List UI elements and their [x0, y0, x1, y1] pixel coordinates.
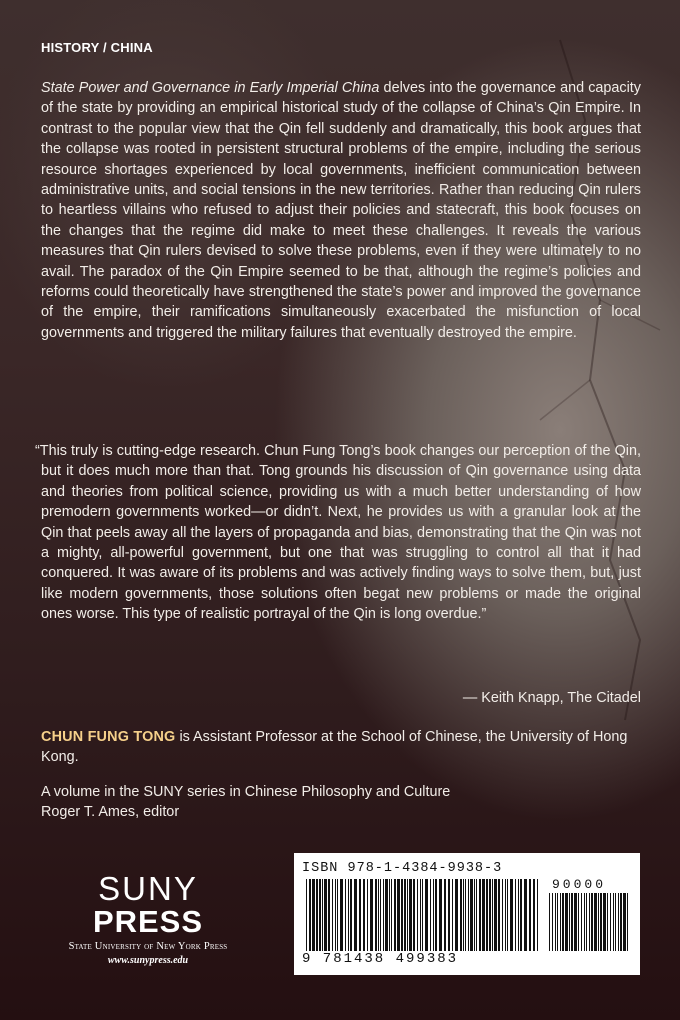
barcode-bar [463, 879, 464, 951]
publisher-logo [38, 872, 258, 966]
barcode-bar [591, 893, 593, 951]
barcode-bar [565, 893, 568, 951]
barcode-bar [383, 879, 384, 951]
barcode-digits: 9 781438 499383 [302, 951, 459, 967]
barcode-bar [574, 893, 577, 951]
barcode-bar [316, 879, 318, 951]
barcode-bar [520, 879, 522, 951]
barcode-bar [455, 879, 458, 951]
barcode-bar [420, 879, 421, 951]
barcode-bar [389, 879, 390, 951]
barcode-bar [439, 879, 442, 951]
barcode-bar [324, 879, 327, 951]
publisher-name-line-1: SUNY [98, 870, 198, 907]
barcode-bar [370, 879, 373, 951]
barcode-bar [350, 879, 352, 951]
barcode-bar [391, 879, 392, 951]
author-bio-text: is Assistant Professor at the School of Chinese, the University of Hong Kong. [41, 729, 628, 766]
barcode-bar [425, 879, 428, 951]
barcode-bar [359, 879, 361, 951]
publisher-url: www.sunypress.edu [107, 955, 189, 966]
barcode-bar [586, 893, 587, 951]
barcode-bar [422, 879, 423, 951]
barcode-bar [476, 879, 477, 951]
barcode-bar [470, 879, 473, 951]
barcode-bar [409, 879, 412, 951]
barcode-bar [607, 893, 608, 951]
barcode-bar [598, 893, 599, 951]
barcode-bar [385, 879, 388, 951]
barcode-bar [337, 879, 338, 951]
category-label: HISTORY / CHINA [41, 40, 153, 55]
barcode-bar [380, 879, 381, 951]
barcode-bar [417, 879, 418, 951]
publisher-name-line-2: PRESS [92, 904, 204, 939]
barcode-bar [468, 879, 469, 951]
barcode-bar [367, 879, 368, 951]
quote-attribution: — Keith Knapp, The Citadel [462, 690, 641, 706]
barcode-bar [569, 893, 570, 951]
barcode-bar [507, 879, 508, 951]
book-description [41, 78, 641, 343]
barcode-bar [615, 893, 616, 951]
barcode-bars [306, 879, 542, 951]
barcode-bar [618, 893, 619, 951]
barcode-bar [312, 879, 315, 951]
barcode-bar [345, 879, 346, 951]
barcode-bar [306, 879, 307, 951]
barcode-bar [571, 893, 573, 951]
barcode-bar [620, 893, 622, 951]
barcode-bar [610, 893, 611, 951]
barcode-bar [328, 879, 330, 951]
barcode-bar [452, 879, 453, 951]
barcode-bar [375, 879, 377, 951]
barcode-bar [578, 893, 579, 951]
barcode-bar [413, 879, 415, 951]
barcode-bar [444, 879, 446, 951]
series-line-2: Roger T. Ames, editor [41, 804, 180, 821]
barcode-bar [397, 879, 400, 951]
barcode-bar [515, 879, 516, 951]
barcode-bar [433, 879, 434, 951]
barcode-bar [549, 893, 550, 951]
barcode-bar [494, 879, 497, 951]
barcode-bar [498, 879, 500, 951]
barcode-bar [557, 893, 558, 951]
publisher-full-name: State University of New York Press [68, 941, 228, 952]
barcode-bar [335, 879, 336, 951]
barcode-bar [502, 879, 503, 951]
barcode-bar [319, 879, 321, 951]
barcode-bar [394, 879, 396, 951]
barcode-bar [378, 879, 379, 951]
barcode-bar [594, 893, 597, 951]
barcode-bar [627, 893, 628, 951]
barcode-bar [332, 879, 333, 951]
barcode-bar [482, 879, 485, 951]
barcode-bar [489, 879, 491, 951]
barcode-bar [613, 893, 614, 951]
author-name: CHUN FUNG TONG [41, 729, 176, 745]
barcode-bar [492, 879, 493, 951]
barcode-bar [486, 879, 488, 951]
barcode-bar [363, 879, 365, 951]
barcode-bar [600, 893, 602, 951]
description-body: delves into the governance and capacity of the state by providing an empirical historical study of the collapse of China’s Qin Empire. In contrast to the popular view that the Qin fell suddenly and dramatically, this book argues that the collapse was rooted in persistent structural problems of the empire, including the serious resource shortages experienced by local governments, inefficient communication between administrative units, and social tensions in the new territories. Rather than reducing Qin rulers to heartless villains who refused to adjust their policies and statecraft, this book focuses on the changes that the regime did make to meet these challenges. It reveals the various measures that Qin rulers devised to solve these problems, even if they were ultimately to no avail. The paradox of the Qin Empire seemed to be that, although the regime’s policies and reforms could theoretically have strengthened the state’s power and improved the governance of the empire, their ramifications simultaneously exacerbated the misfunction of local governments and triggered the military failures that eventually destroyed the empire. [41, 80, 641, 341]
barcode-bar [560, 893, 561, 951]
barcode-bar [474, 879, 475, 951]
barcode-bar [552, 893, 553, 951]
barcode-bar [460, 879, 462, 951]
barcode-bar [340, 879, 343, 951]
book-title: State Power and Governance in Early Imperial China [41, 80, 380, 96]
barcode-bar [505, 879, 506, 951]
barcode-bar [401, 879, 403, 951]
barcode-bar [404, 879, 406, 951]
series-line-1: A volume in the SUNY series in Chinese Philosophy and Culture [41, 784, 451, 800]
barcode-bar [479, 879, 481, 951]
barcode-bar [603, 893, 606, 951]
barcode-bar [555, 893, 556, 951]
barcode-bar [584, 893, 585, 951]
barcode-bar [518, 879, 519, 951]
barcode-bar [435, 879, 437, 951]
barcode-bar [537, 879, 538, 951]
barcode-bar [309, 879, 311, 951]
barcode-bar [533, 879, 535, 951]
isbn-barcode [294, 853, 640, 975]
barcode-bar [524, 879, 527, 951]
barcode-addon-bars [549, 893, 631, 951]
barcode-bar [581, 893, 582, 951]
barcode-bar [510, 879, 513, 951]
barcode-bar [348, 879, 349, 951]
barcode-bar [407, 879, 408, 951]
barcode-bar [322, 879, 323, 951]
barcode-addon-digits: 90000 [552, 877, 607, 892]
isbn-text: ISBN 978-1-4384-9938-3 [302, 861, 503, 876]
barcode-bar [562, 893, 564, 951]
barcode-bar [623, 893, 626, 951]
barcode-bar [589, 893, 590, 951]
barcode-bar [465, 879, 466, 951]
author-bio [41, 727, 641, 768]
series-note [41, 782, 641, 823]
review-quote: “This truly is cutting-edge research. Chun Fung Tong’s book changes our perception of the Qin, but it does much more than that. Tong grounds his discussion of Qin governance using data and theories from political science, providing us with a much better understanding of how premodern governments worked—or didn’t. Next, he provides us with a granular look at the Qin that peels away all the layers of propaganda and bias, demonstrating that the Qin was not a mighty, all-powerful government, but one that was struggling to control all that it had conquered. It was aware of its problems and was actively finding ways to solve them, but, just like modern governments, those solutions often begat new problems or made the original ones worse. This type of realistic portrayal of the Qin is long overdue.” [35, 443, 641, 623]
barcode-bar [430, 879, 431, 951]
barcode-bar [354, 879, 357, 951]
barcode-bar [529, 879, 531, 951]
barcode-bar [448, 879, 450, 951]
